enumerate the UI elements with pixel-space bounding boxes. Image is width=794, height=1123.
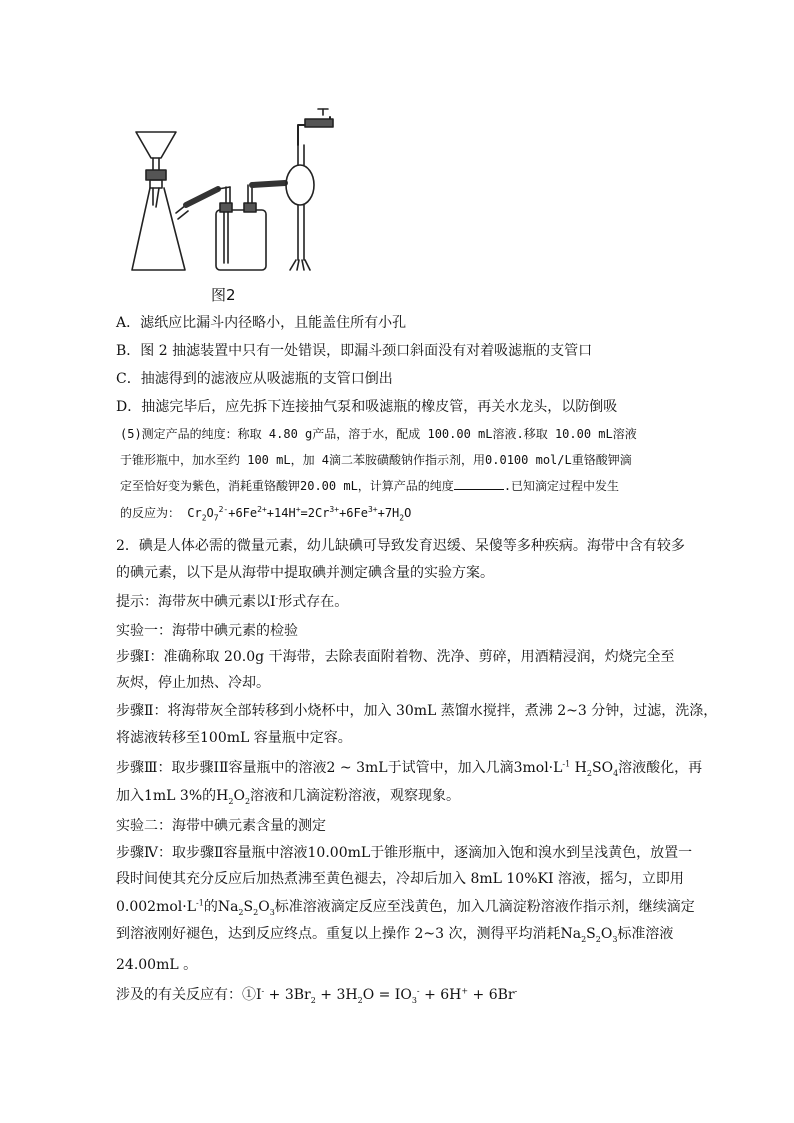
hint-text-a: 提示：海带灰中碘元素以 xyxy=(116,594,270,610)
step-1-line-1: 步骤Ⅰ：准确称取 20.0g 干海带，去除表面附着物、洗净、剪碎，用酒精浸润，灼烧完全至 xyxy=(116,649,675,665)
option-c: C．抽滤得到的滤液应从吸滤瓶的支管口倒出 xyxy=(116,371,393,387)
q5-line-3 xyxy=(120,476,619,496)
dichromate-equation: $Cr_2O_7^{2-}+6Fe^{2+}+14H^+=2Cr^{3+}+6Fe^{3+}+7H_2O$ xyxy=(187,505,412,523)
q5-line-4-text: 的反应为： xyxy=(120,506,181,520)
step-4-line-3: $0.002mol\cdot L^{-1}$的$Na_2S_2O_3$标准溶液滴定反应至浅黄色，加入几滴淀粉溶液作指示剂，继续滴定 xyxy=(116,898,695,917)
q2-line-2: 的碘元素，以下是从海带中提取碘并测定碘含量的实验方案。 xyxy=(116,565,494,581)
q5-line-3a: 定至恰好变为紫色，消耗重铬酸钾20.00 mL，计算产品的纯度 xyxy=(120,479,454,493)
step-2-line-2: 将滤液转移至100mL 容量瓶中定容。 xyxy=(116,730,352,746)
reactions-line: 涉及的有关反应有：①I- + $3Br_2 + 3H_2O = IO_3^- + 6H^+ + 6Br^-$ xyxy=(116,986,518,1005)
option-a: A．滤纸应比漏斗内径略小，且能盖住所有小孔 xyxy=(116,315,407,331)
step-4-line-5: 24.00mL 。 xyxy=(116,957,198,973)
figure-caption: 图2 xyxy=(211,286,236,304)
apparatus-drawing xyxy=(120,105,450,305)
q2-line-1: 2．碘是人体必需的微量元素，幼儿缺碘可导致发育迟缓、呆傻等多种疾病。海带中含有较多 xyxy=(116,538,685,554)
suction-filtration-apparatus-figure xyxy=(120,105,450,305)
iodide-bromine-equation: $I^- + 3Br_2 + 3H_2O = IO_3^- + 6H^+ + 6Br^-$ xyxy=(256,986,518,1005)
q5-line-2: 于锥形瓶中，加水至约 100 mL，加 4滴二苯胺磺酸钠作指示剂，用0.0100 mol/L重铬酸钾滴 xyxy=(120,453,632,467)
step-3-line-1: 步骤Ⅲ：取步骤ⅠⅡ容量瓶中的溶液2 ~ 3mL于试管中，加入几滴$3mol\cdot L^{-1}$ $H_2SO_4$溶液酸化，再 xyxy=(116,759,703,778)
q5-line-3b: .已知滴定过程中发生 xyxy=(503,479,620,493)
hint-text-b: 形式存在。 xyxy=(278,594,349,610)
option-b: B．图 2 抽滤装置中只有一处错误，即漏斗颈口斜面没有对着吸滤瓶的支管口 xyxy=(116,343,593,359)
experiment-1-title: 实验一：海带中碘元素的检验 xyxy=(116,623,298,639)
step-3-line-2: 加入1mL 3%的$H_2O_2$溶液和几滴淀粉溶液，观察现象。 xyxy=(116,788,461,806)
step-4-line-2: 段时间使其充分反应后加热煮沸至黄色褪去，冷却后加入 8mL 10%KI 溶液，摇匀，立即用 xyxy=(116,871,684,887)
experiment-2-title: 实验二：海带中碘元素含量的测定 xyxy=(116,818,326,834)
option-d: D．抽滤完毕后，应先拆下连接抽气泵和吸滤瓶的橡皮管，再关水龙头，以防倒吸 xyxy=(116,399,618,415)
q5-line-1: (5)测定产品的纯度：称取 4.80 g产品，溶于水，配成 100.00 mL溶液.移取 10.00 mL溶液 xyxy=(120,427,637,441)
answer-blank[interactable] xyxy=(454,477,504,490)
hint xyxy=(116,592,348,612)
step-4-line-4: 到溶液刚好褪色，达到反应终点。重复以上操作 2~3 次，测得平均消耗$Na_2S_2O_3$标准溶液 xyxy=(116,926,674,944)
iodide-ion: I- xyxy=(270,593,279,610)
step-2-line-1: 步骤Ⅱ：将海带灰全部转移到小烧杯中，加入 30mL 蒸馏水搅拌，煮沸 2~3 分钟，过滤，洗涤， xyxy=(116,703,718,719)
step-1-line-2: 灰烬，停止加热、冷却。 xyxy=(116,675,270,691)
step-4-line-1: 步骤Ⅳ：取步骤Ⅱ容量瓶中溶液10.00mL于锥形瓶中，逐滴加入饱和溴水到呈浅黄色，放置一 xyxy=(116,845,693,861)
q5-line-4 xyxy=(120,503,411,523)
